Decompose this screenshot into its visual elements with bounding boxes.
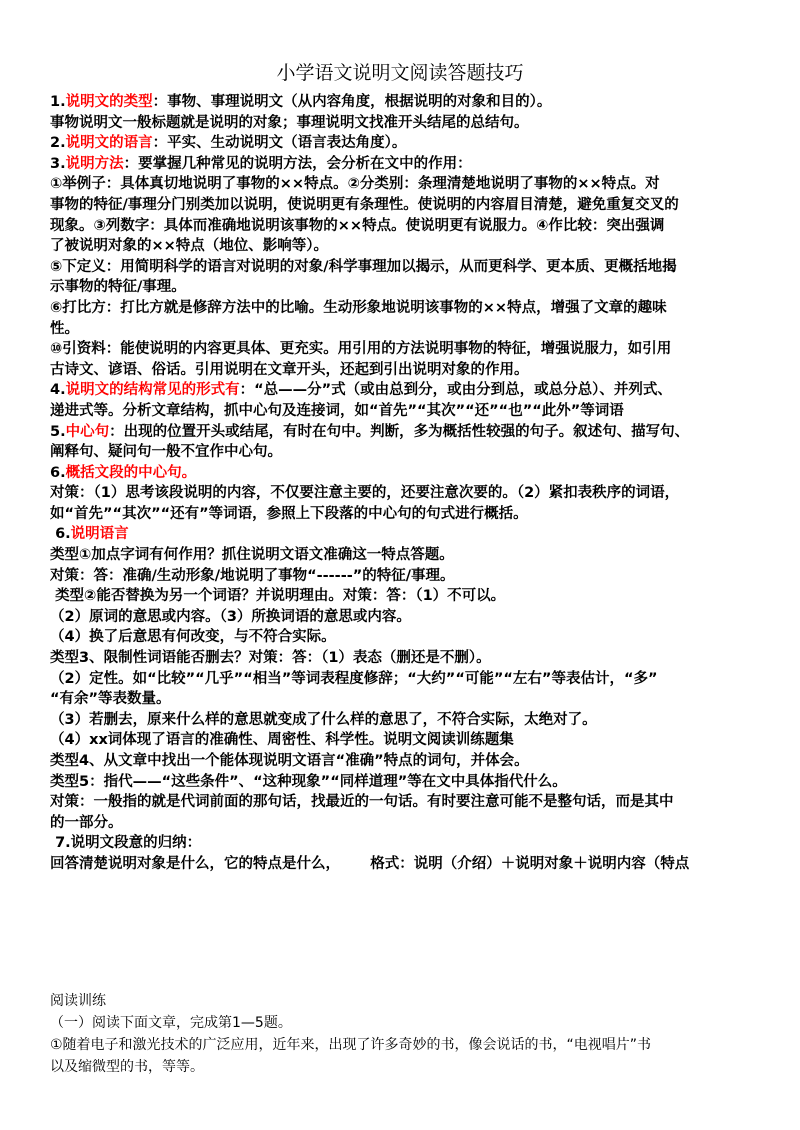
reading-instruction: （一）阅读下面文章，完成第1—5题。 [50, 1015, 292, 1031]
line-text: 事物的特征/事理分门别类加以说明，使说明更有条理性。使说明的内容眉目清楚，避免重复交叉的 [50, 196, 679, 213]
line-text: 说明文段意的归纳： [70, 835, 202, 852]
text-line [50, 504, 762, 525]
line-text: ⑩引资料：能使说明的内容更具体、更充实。用引用的方法说明事物的特征，增强说服力，如引用 [50, 341, 672, 358]
line-text: 类型②能否替换为另一个词语？并说明理由。对策：答：（1）不可以。 [50, 588, 506, 605]
tips-body [50, 92, 762, 875]
text-line [50, 586, 762, 607]
line-text: （3）若删去，原来什么样的意思就变成了什么样的意思了，不符合实际，太绝对了。 [50, 711, 597, 728]
line-text: （4）xx词体现了语言的准确性、周密性、科学性。说明文阅读训练题集 [50, 732, 514, 749]
reading-paragraph-line: 以及缩微型的书，等等。 [50, 1059, 204, 1075]
section-heading: 说明文的结构常见的形式有 [65, 382, 240, 399]
text-line [50, 710, 762, 731]
line-text: （2）定性。如“比较”“几乎”“相当”等词表程度修辞；“大约”“可能”“左右”等表估计，“多” [50, 670, 658, 687]
line-text: ：出现的位置开头或结尾，有时在句中。判断，多为概括性较强的句子。叙述句、描写句、 [109, 423, 690, 440]
line-text: 递进式等。分析文章结构，抓中心句及连接词，如“首先”“其次”“还”“也”“此外”等词语 [50, 402, 624, 419]
item-number: 3. [50, 155, 66, 172]
line-text: （4）换了后意思有何改变，与不符合实际。 [50, 629, 336, 646]
text-line [50, 277, 762, 298]
line-text: ：平实、生动说明文（语言表达角度）。 [152, 135, 407, 152]
reading-practice [50, 990, 762, 1078]
line-text: 事物说明文一般标题就是说明的对象；事理说明文找准开头结尾的总结句。 [50, 114, 529, 131]
text-line [50, 216, 762, 237]
item-number: 4. [50, 382, 66, 399]
text-line [50, 298, 762, 319]
text-line [50, 236, 762, 257]
text-line [50, 319, 762, 340]
section-heading: 概括文段的中心句。 [65, 464, 197, 481]
line-text: ：事物、事理说明文（从内容角度，根据说明的对象和目的）。 [152, 94, 552, 110]
line-text: 如“首先”“其次”“还有”等词语，参照上下段落的中心句的句式进行概括。 [50, 505, 528, 522]
line-text: 对策：（1）思考该段说明的内容，不仅要注意主要的，还要注意次要的。（2）紧扣表秩序的词语， [50, 485, 680, 502]
section-heading: 说明语言 [70, 526, 129, 543]
item-number: 6. [50, 464, 66, 481]
line-text: ：“总——分”式（或由总到分，或由分到总，或总分总）、并列式、 [239, 382, 672, 399]
line-text: ：要掌握几种常见的说明方法，会分析在文中的作用： [123, 155, 472, 172]
line-text: 阐释句、疑问句一般不宜作中心句。 [50, 444, 282, 461]
text-line [50, 566, 762, 587]
line-text: 类型5：指代——“这些条件”、“这种现象”“同样道理”等在文中具体指代什么。 [50, 773, 567, 790]
document-title: 小学语文说明文阅读答题技巧 [276, 62, 524, 84]
text-line [50, 380, 762, 401]
text-line [50, 174, 762, 195]
text-line [50, 113, 762, 134]
text-line [50, 401, 762, 422]
text-line [50, 463, 762, 484]
line-text: 了被说明对象的××特点（地位、影响等）。 [50, 238, 329, 255]
text-line [50, 195, 762, 216]
line-text: “有余”等表数量。 [50, 691, 171, 708]
item-number: 2. [50, 135, 66, 152]
text-line [50, 442, 762, 463]
text-line [50, 792, 762, 813]
text-line [50, 92, 762, 113]
text-line [50, 730, 762, 751]
text-line [50, 833, 762, 854]
item-number: 7. [50, 835, 71, 852]
line-text: ⑥打比方：打比方就是修辞方法中的比喻。生动形象地说明该事物的××特点，增强了文章的趣味 [50, 299, 667, 316]
reading-paragraph-line: ①随着电子和激光技术的广泛应用，近年来，出现了许多奇妙的书，像会说话的书，“电视唱片”书 [50, 1037, 652, 1053]
line-text: 的一部分。 [50, 814, 123, 831]
text-line [50, 689, 762, 710]
text-line [50, 545, 762, 566]
text-line [50, 360, 762, 381]
text-line [50, 154, 762, 175]
item-number: 5. [50, 423, 66, 440]
text-line [50, 648, 762, 669]
line-text: ①举例子：具体真切地说明了事物的××特点。②分类别：条理清楚地说明了事物的××特点。对 [50, 176, 660, 193]
text-line [50, 854, 762, 875]
text-line [50, 751, 762, 772]
text-line [50, 339, 762, 360]
line-text: 示事物的特征/事理。 [50, 279, 186, 296]
line-text: 性。 [50, 320, 79, 337]
text-line [50, 133, 762, 154]
text-line [50, 627, 762, 648]
item-number: 6. [50, 526, 71, 543]
text-line [50, 669, 762, 690]
text-line [50, 772, 762, 793]
line-text: 现象。③列数字：具体而准确地说明该事物的××特点。使说明更有说服力。④作比较：突出强调 [50, 217, 665, 234]
text-line [50, 257, 762, 278]
section-heading: 说明文的语言 [65, 135, 153, 152]
line-text: （2）原词的意思或内容。（3）所换词语的意思或内容。 [50, 608, 411, 625]
section-heading: 说明方法 [65, 155, 124, 172]
line-text: 类型①加点字词有何作用？抓住说明文语文准确这一特点答题。 [50, 547, 454, 564]
line-text: 回答清楚说明对象是什么，它的特点是什么， 格式：说明（介绍）＋说明对象＋说明内容（特点 [50, 855, 690, 872]
text-line [50, 483, 762, 504]
item-number: 1. [50, 94, 66, 110]
text-line [50, 524, 762, 545]
text-line [50, 422, 762, 443]
line-text: 对策：一般指的就是代词前面的那句话，找最近的一句话。有时要注意可能不是整句话，而是其中 [50, 794, 674, 811]
reading-heading: 阅读训练 [50, 993, 106, 1009]
line-text: ⑤下定义：用简明科学的语言对说明的对象/科学事理加以揭示，从而更科学、更本质、更概括地揭 [50, 258, 677, 275]
section-heading: 说明文的类型 [65, 94, 153, 110]
text-line [50, 813, 762, 834]
section-heading: 中心句 [65, 423, 110, 440]
line-text: 类型3、限制性词语能否删去？对策：答：（1）表态（删还是不删）。 [50, 650, 491, 667]
text-line [50, 607, 762, 628]
line-text: 对策：答：准确/生动形象/地说明了事物“------”的特征/事理。 [50, 567, 455, 584]
line-text: 类型4、从文章中找出一个能体现说明文语言“准确”特点的词句，并体会。 [50, 753, 529, 769]
line-text: 古诗文、谚语、俗话。引用说明在文章开头，还起到引出说明对象的作用。 [50, 361, 529, 378]
